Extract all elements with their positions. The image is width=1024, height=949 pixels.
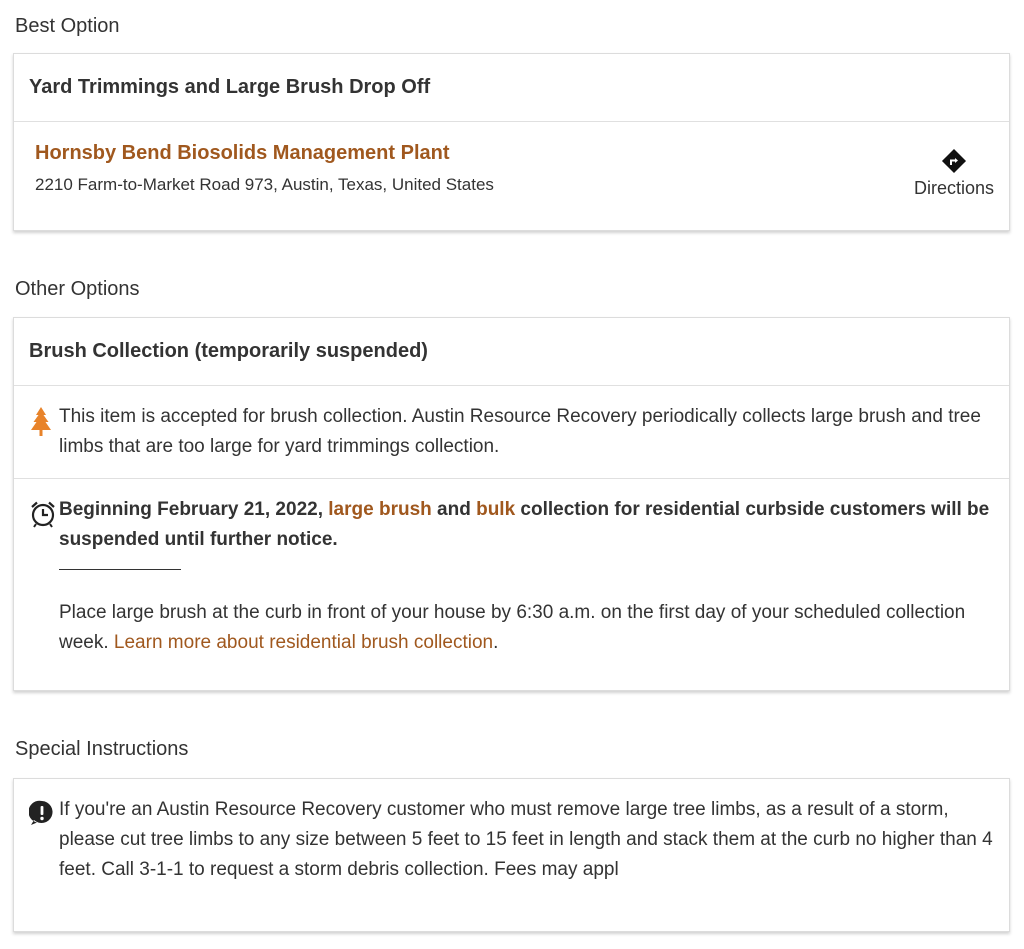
special-instructions-text: If you're an Austin Resource Recovery customer who must remove large tree limbs, as a result of a storm, please cut tree limbs to any size between 5 feet to 15 feet in length and stack them at the curb no higher than 4 feet. Call 3-1-1 to request a storm debris collection. Fees may appl: [59, 799, 993, 880]
notice-divider: [59, 569, 181, 570]
alert-icon-wrap: [29, 795, 59, 826]
instructions-trailing: .: [493, 632, 499, 653]
directions-icon: [941, 148, 967, 174]
alert-icon: [29, 800, 55, 826]
alarm-clock-icon: [29, 500, 57, 528]
special-instructions-row: [14, 779, 1009, 885]
alarm-icon-wrap: [29, 495, 59, 528]
tree-icon-wrap: [29, 402, 59, 437]
large-brush-link[interactable]: large brush: [328, 499, 432, 520]
tree-icon: [29, 407, 53, 437]
notice-text-1: Beginning February 21, 2022,: [59, 499, 329, 520]
suspension-notice: [59, 495, 994, 555]
notice-text-3: collection for residential curbside customers will be suspended until further notice.: [59, 499, 990, 550]
best-option-card-title: Yard Trimmings and Large Brush Drop Off: [14, 54, 1009, 122]
other-options-card: [13, 317, 1010, 691]
best-option-card: [13, 53, 1010, 231]
accepted-note-row: [14, 386, 1009, 478]
special-instructions-heading: Special Instructions: [15, 738, 189, 760]
notice-text-2: and: [431, 499, 477, 520]
instructions-text: Place large brush at the curb in front of your house by 6:30 a.m. on the first day of your scheduled collection week.: [59, 602, 966, 653]
learn-more-link[interactable]: Learn more about residential brush collection: [113, 632, 494, 653]
notice-content: [59, 495, 994, 658]
location-row: [14, 122, 1009, 230]
location-info: [35, 122, 494, 195]
accepted-note-text: This item is accepted for brush collection. Austin Resource Recovery periodically collects large brush and tree limbs that are too large for yard trimmings collection.: [59, 406, 981, 457]
directions-label: Directions: [913, 178, 994, 198]
directions-button[interactable]: [914, 148, 994, 199]
best-option-heading: Best Option: [15, 15, 120, 37]
location-address: 2210 Farm-to-Market Road 973, Austin, Texas, United States: [35, 175, 494, 194]
special-instructions-card: [13, 778, 1010, 932]
notice-row: [14, 478, 1009, 672]
other-options-heading: Other Options: [15, 278, 140, 300]
brush-instructions: [59, 598, 994, 658]
bulk-link[interactable]: bulk: [476, 499, 516, 520]
location-name-link[interactable]: Hornsby Bend Biosolids Management Plant: [35, 142, 450, 164]
other-options-card-title: Brush Collection (temporarily suspended): [14, 318, 1009, 386]
